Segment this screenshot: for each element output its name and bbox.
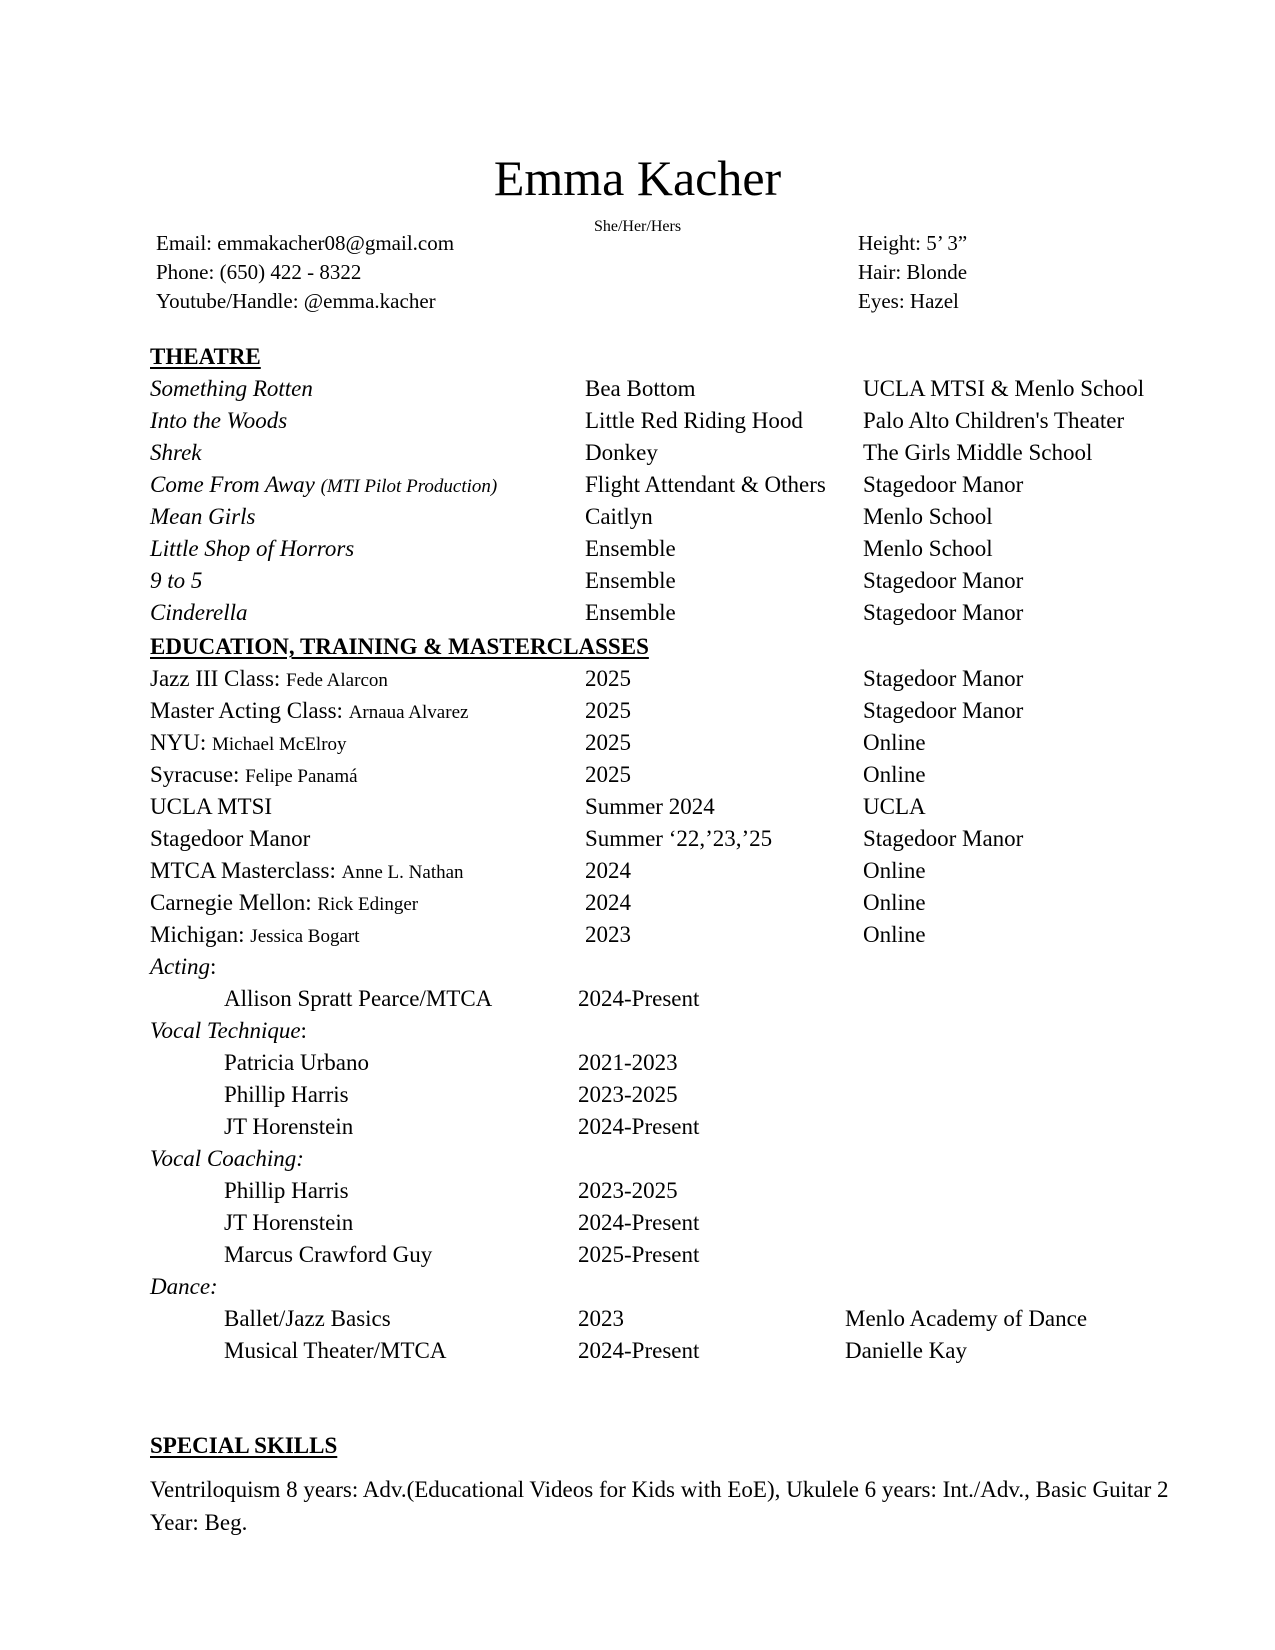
coach: Phillip Harris: [224, 1178, 349, 1203]
year: 2024: [585, 890, 631, 915]
education-row: [0, 761, 1275, 791]
years: 2024-Present: [578, 1210, 700, 1235]
coach: JT Horenstein: [224, 1210, 354, 1235]
skills-heading: SPECIAL SKILLS: [150, 1433, 338, 1458]
year: 2023: [585, 922, 631, 947]
venue: The Girls Middle School: [863, 440, 1093, 465]
instructor: Fede Alarcon: [286, 670, 388, 691]
role: Ensemble: [585, 536, 676, 561]
venue: Stagedoor Manor: [863, 826, 1024, 851]
coach: JT Horenstein: [224, 1114, 354, 1139]
venue: UCLA: [863, 794, 926, 819]
year: 2025: [585, 666, 631, 691]
role: Flight Attendant & Others: [585, 472, 826, 497]
venue: Menlo School: [863, 536, 993, 561]
instructor: Jessica Bogart: [250, 926, 360, 947]
dance-heading: Dance:: [150, 1274, 218, 1299]
show-title: Come From Away (MTI Pilot Production): [150, 472, 498, 497]
venue: UCLA MTSI & Menlo School: [863, 376, 1145, 401]
theatre-row: [0, 567, 1275, 597]
theatre-row: [0, 375, 1275, 405]
role: Caitlyn: [585, 504, 653, 529]
program: Syracuse: Felipe Panamá: [150, 762, 358, 787]
training-row: [0, 1209, 1275, 1239]
theatre-row: [0, 503, 1275, 533]
venue: Stagedoor Manor: [863, 600, 1024, 625]
year: Summer ‘22,’23,’25: [585, 826, 773, 851]
education-row: [0, 921, 1275, 951]
theatre-row: [0, 407, 1275, 437]
education-row: [0, 857, 1275, 887]
education-row: [0, 729, 1275, 759]
program: Stagedoor Manor: [150, 826, 311, 851]
venue: Menlo School: [863, 504, 993, 529]
education-row: [0, 793, 1275, 823]
class-name: Ballet/Jazz Basics: [224, 1306, 391, 1331]
training-row: [0, 1305, 1275, 1335]
education-row: [0, 665, 1275, 695]
year: 2025: [585, 762, 631, 787]
coach: Phillip Harris: [224, 1082, 349, 1107]
education-row: [0, 697, 1275, 727]
venue: Stagedoor Manor: [863, 666, 1024, 691]
show-title: Shrek: [150, 440, 202, 465]
show-title: Into the Woods: [150, 408, 288, 433]
coach: Marcus Crawford Guy: [224, 1242, 433, 1267]
venue: Online: [863, 890, 926, 915]
instructor: Felipe Panamá: [245, 766, 358, 787]
pronouns: She/Her/Hers: [593, 218, 682, 235]
contact-email: Email: emmakacher08@gmail.com: [156, 231, 455, 255]
training-row: [0, 1049, 1275, 1079]
resume-name: Emma Kacher: [493, 150, 782, 206]
skills-text: Ventriloquism 8 years: Adv.(Educational Videos for Kids with EoE), Ukulele 6 years: Int./Adv., Basic Guitar 2 Year: Beg.: [150, 1477, 1169, 1535]
show-title: Mean Girls: [150, 504, 256, 529]
years: 2023: [578, 1306, 624, 1331]
venue: Online: [863, 730, 926, 755]
acting-heading: Acting:: [150, 954, 217, 979]
contact-handle: Youtube/Handle: @emma.kacher: [156, 289, 436, 313]
show-title: Cinderella: [150, 600, 248, 625]
years: 2024-Present: [578, 1338, 700, 1363]
venue: Online: [863, 762, 926, 787]
coach: Patricia Urbano: [224, 1050, 369, 1075]
training-row: [0, 1177, 1275, 1207]
show-title: Little Shop of Horrors: [150, 536, 355, 561]
role: Little Red Riding Hood: [585, 408, 803, 433]
venue: Online: [863, 858, 926, 883]
year: Summer 2024: [585, 794, 715, 819]
show-note: (MTI Pilot Production): [320, 476, 498, 497]
year: 2025: [585, 698, 631, 723]
stat-eyes: Eyes: Hazel: [858, 289, 959, 313]
stat-height: Height: 5’ 3”: [858, 231, 968, 255]
theatre-row: [0, 439, 1275, 469]
program: Master Acting Class: Arnaua Alvarez: [150, 698, 469, 723]
training-row: [0, 1337, 1275, 1367]
role: Bea Bottom: [585, 376, 696, 401]
studio: Danielle Kay: [845, 1338, 967, 1363]
venue: Stagedoor Manor: [863, 472, 1024, 497]
role: Donkey: [585, 440, 658, 465]
training-row: [0, 1081, 1275, 1111]
vocal-coaching-heading: Vocal Coaching:: [150, 1146, 304, 1171]
program: Michigan: Jessica Bogart: [150, 922, 360, 947]
theatre-row: [0, 471, 1275, 501]
class-name: Musical Theater/MTCA: [224, 1338, 447, 1363]
instructor: Anne L. Nathan: [341, 862, 464, 883]
vocal-technique-heading: Vocal Technique:: [150, 1018, 307, 1043]
education-row: [0, 889, 1275, 919]
contact-phone: Phone: (650) 422 - 8322: [156, 260, 362, 284]
years: 2021-2023: [578, 1050, 678, 1075]
training-row: [0, 1241, 1275, 1271]
instructor: Arnaua Alvarez: [348, 702, 469, 723]
venue: Stagedoor Manor: [863, 568, 1024, 593]
theatre-row: [0, 599, 1275, 629]
year: 2024: [585, 858, 631, 883]
venue: Online: [863, 922, 926, 947]
stat-hair: Hair: Blonde: [858, 260, 968, 284]
training-row: [0, 985, 1275, 1015]
coach: Allison Spratt Pearce/MTCA: [224, 986, 493, 1011]
year: 2025: [585, 730, 631, 755]
venue: Palo Alto Children's Theater: [863, 408, 1125, 433]
program: MTCA Masterclass: Anne L. Nathan: [150, 858, 464, 883]
training-row: [0, 1113, 1275, 1143]
theatre-heading: THEATRE: [150, 344, 261, 369]
instructor: Rick Edinger: [317, 894, 419, 915]
years: 2025-Present: [578, 1242, 700, 1267]
role: Ensemble: [585, 600, 676, 625]
program: NYU: Michael McElroy: [150, 730, 347, 755]
years: 2024-Present: [578, 986, 700, 1011]
years: 2024-Present: [578, 1114, 700, 1139]
theatre-row: [0, 535, 1275, 565]
show-title: Something Rotten: [150, 376, 313, 401]
years: 2023-2025: [578, 1178, 678, 1203]
program: Jazz III Class: Fede Alarcon: [150, 666, 388, 691]
studio: Menlo Academy of Dance: [845, 1306, 1088, 1331]
program: Carnegie Mellon: Rick Edinger: [150, 890, 419, 915]
venue: Stagedoor Manor: [863, 698, 1024, 723]
role: Ensemble: [585, 568, 676, 593]
show-title: 9 to 5: [150, 568, 203, 593]
years: 2023-2025: [578, 1082, 678, 1107]
instructor: Michael McElroy: [211, 734, 347, 755]
education-heading: EDUCATION, TRAINING & MASTERCLASSES: [150, 634, 649, 659]
program: UCLA MTSI: [150, 794, 273, 819]
education-row: [0, 825, 1275, 855]
